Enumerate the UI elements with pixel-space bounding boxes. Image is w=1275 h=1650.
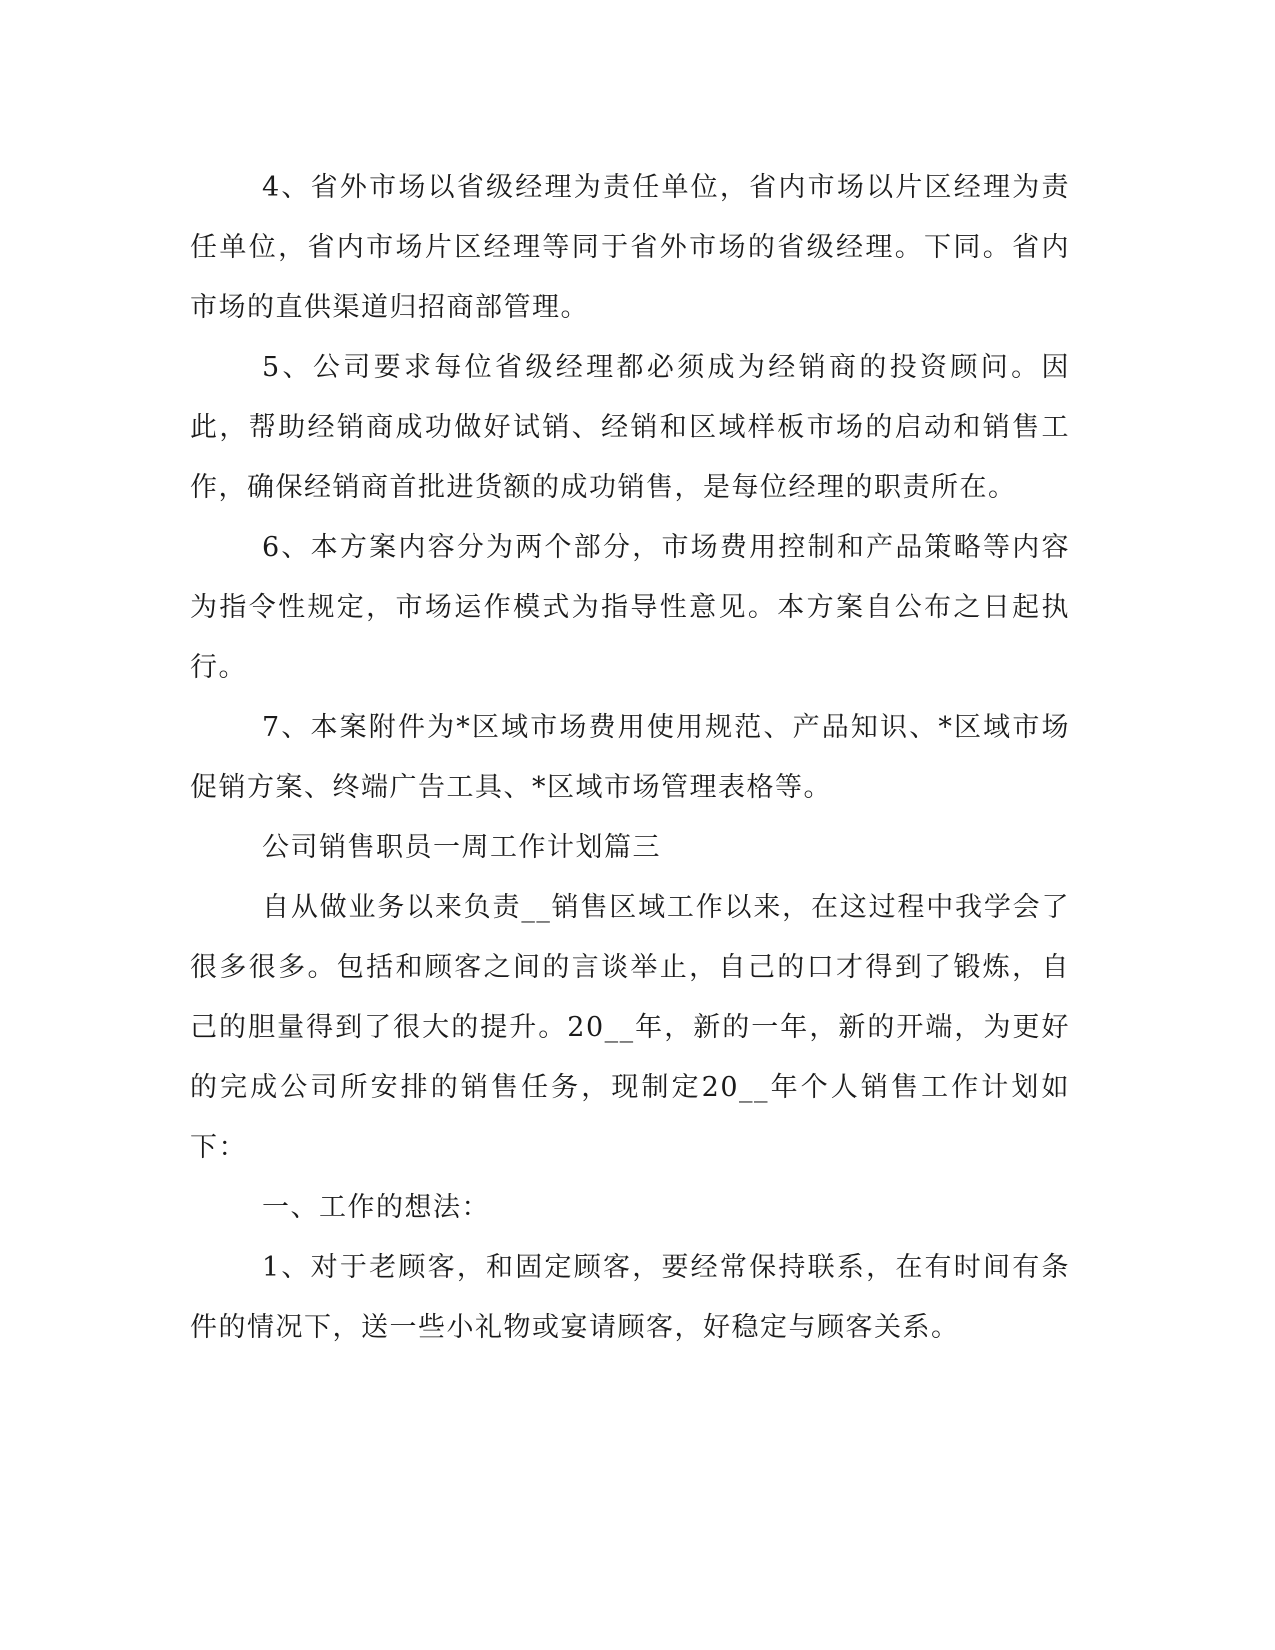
paragraph-item-7: 7、本案附件为*区域市场费用使用规范、产品知识、*区域市场促销方案、终端广告工具、*区域市场管理表格等。: [190, 712, 1070, 803]
document-body: [190, 158, 1070, 1358]
paragraph-item-5: 5、公司要求每位省级经理都必须成为经销商的投资顾问。因此，帮助经销商成功做好试销、经销和区域样板市场的启动和销售工作，确保经销商首批进货额的成功销售，是每位经理的职责所在。: [190, 352, 1070, 503]
subsection-heading: 一、工作的想法：: [262, 1192, 490, 1223]
section-title: 公司销售职员一周工作计划篇三: [262, 832, 661, 863]
paragraph-item-4: 4、省外市场以省级经理为责任单位，省内市场以片区经理为责任单位，省内市场片区经理等同于省外市场的省级经理。下同。省内市场的直供渠道归招商部管理。: [190, 172, 1070, 323]
paragraph-item-1: 1、对于老顾客，和固定顾客，要经常保持联系，在有时间有条件的情况下，送一些小礼物或宴请顾客，好稳定与顾客关系。: [190, 1252, 1070, 1343]
paragraph-item-6: 6、本方案内容分为两个部分，市场费用控制和产品策略等内容为指令性规定，市场运作模式为指导性意见。本方案自公布之日起执行。: [190, 532, 1070, 683]
intro-paragraph: 自从做业务以来负责__销售区域工作以来，在这过程中我学会了很多很多。包括和顾客之间的言谈举止，自己的口才得到了锻炼，自己的胆量得到了很大的提升。20__年，新的一年，新的开端，为更好的完成公司所安排的销售任务，现制定20__年个人销售工作计划如下：: [190, 892, 1070, 1163]
